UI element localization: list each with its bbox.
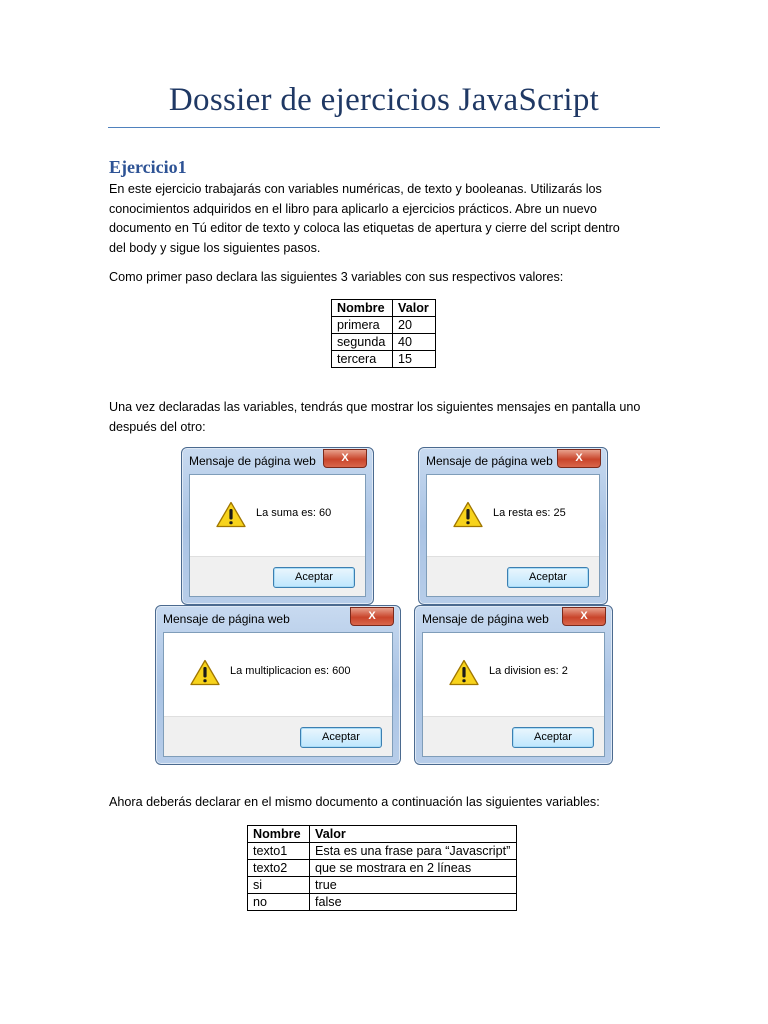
header-cell-valor: Valor [310,826,517,843]
close-icon[interactable]: X [350,607,394,626]
document-title: Dossier de ejercicios JavaScript [168,82,600,118]
table-cell: tercera [332,351,393,368]
accept-button[interactable]: Aceptar [507,567,589,588]
accept-button[interactable]: Aceptar [512,727,594,748]
variables-table-1 [331,299,436,368]
step3-paragraph [109,793,669,813]
table-cell: true [310,877,517,894]
dialog-caption: Mensaje de página web [426,454,553,468]
table-cell: texto1 [248,843,310,860]
intro-line: del body y sigue los siguientes pasos. [109,240,321,255]
variables-table-2 [247,825,517,911]
close-icon[interactable]: X [323,449,367,468]
table-row [332,317,436,334]
dialog-caption: Mensaje de página web [422,612,549,626]
warning-icon [449,659,479,686]
dialog-caption: Mensaje de página web [163,612,290,626]
title-underline [108,127,660,128]
table-cell: no [248,894,310,911]
dialog-client-area [189,474,366,597]
dialog-message: La suma es: 60 [256,507,332,519]
warning-icon [190,659,220,686]
table-cell: primera [332,317,393,334]
table-row [332,351,436,368]
table-cell: 15 [393,351,436,368]
warning-icon [216,501,246,528]
dialog-message: La division es: 2 [489,665,568,677]
step3-line: Ahora deberás declarar en el mismo documento a continuación las siguientes variables: [109,795,600,809]
exercise-heading: Ejercicio1 [109,157,187,177]
dialog-footer [427,556,599,596]
dialog-footer [190,556,365,596]
header-cell-nombre: Nombre [248,826,310,843]
alert-dialog-division [414,605,613,765]
intro-line: documento en Tú editor de texto y coloca las etiquetas de apertura y cierre del script dentro [109,221,620,235]
table-cell: texto2 [248,860,310,877]
step1-line: Como primer paso declara las siguientes 3 variables con sus respectivos valores: [109,270,564,284]
dialog-client-area [422,632,605,757]
table-cell: 40 [393,334,436,351]
table-header-row [332,300,436,317]
table-cell: que se mostrara en 2 líneas [310,860,517,877]
alert-dialog-resta [418,447,608,605]
table-row [248,877,517,894]
accept-button[interactable]: Aceptar [300,727,382,748]
alert-dialog-suma [181,447,374,605]
accept-button[interactable]: Aceptar [273,567,355,588]
dialog-footer [164,716,392,756]
close-icon[interactable]: X [557,449,601,468]
step1-paragraph [109,268,669,288]
dialog-footer [423,716,604,756]
table-cell: false [310,894,517,911]
intro-paragraph [109,180,669,258]
header-cell-valor: Valor [393,300,436,317]
table-row [332,334,436,351]
table-row [248,894,517,911]
intro-line: En este ejercicio trabajarás con variables numéricas, de texto y booleanas. Utilizarás los [109,182,602,196]
table-cell: Esta es una frase para “Javascript” [310,843,517,860]
dialog-message: La resta es: 25 [493,507,566,519]
dialog-message: La multiplicacion es: 600 [230,665,351,677]
warning-icon [453,501,483,528]
header-cell-nombre: Nombre [332,300,393,317]
table-cell: si [248,877,310,894]
step2-paragraph [109,398,669,437]
dialog-caption: Mensaje de página web [189,454,316,468]
step2-line: Una vez declaradas las variables, tendrás que mostrar los siguientes mensajes en pantalla uno [109,400,641,414]
table-cell: segunda [332,334,393,351]
close-icon[interactable]: X [562,607,606,626]
alert-dialog-multiplicacion [155,605,401,765]
intro-line: conocimientos adquiridos en el libro para aplicarlo a ejercicios prácticos. Abre un nuevo [109,201,597,216]
table-row [248,860,517,877]
table-cell: 20 [393,317,436,334]
table-row [248,843,517,860]
step2-line: después del otro: [109,419,206,434]
table-header-row [248,826,517,843]
dialog-client-area [426,474,600,597]
dialog-client-area [163,632,393,757]
